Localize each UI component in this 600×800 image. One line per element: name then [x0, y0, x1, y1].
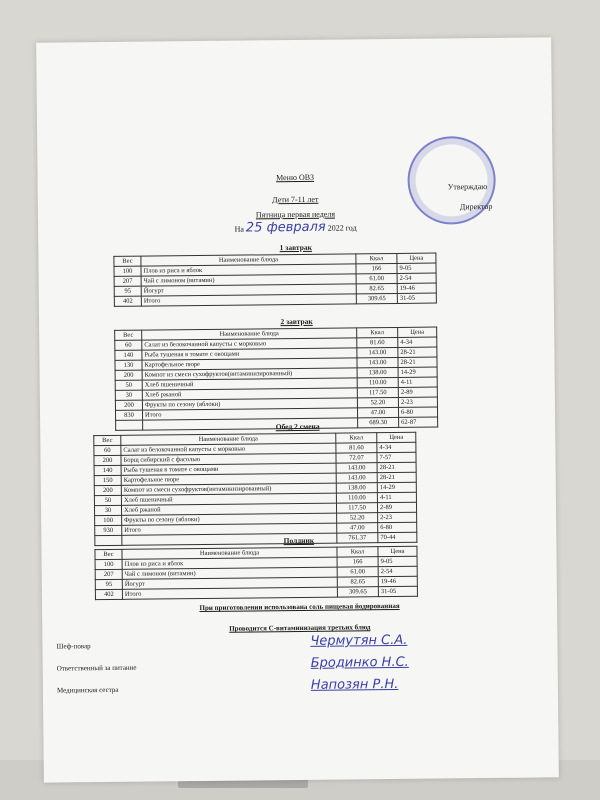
approved-label: Утверждаю [447, 182, 488, 192]
cell-kcal: 110.00 [336, 493, 377, 503]
cell-kcal: 81.60 [357, 337, 398, 347]
signature-handwritten: Чермутян С.А. [310, 632, 408, 649]
cell-name: Компот из смеси сухофруктов(витаминизированный) [121, 483, 336, 495]
cell-kcal: 61.00 [356, 273, 397, 283]
cell-price: 28-21 [377, 462, 416, 472]
vitamin-note: Проводится С-витаминизация третьих блюд [229, 623, 371, 633]
col-kcal: Ккал [336, 433, 377, 443]
col-weight: Вес [114, 256, 141, 266]
cell-name: Чай с лимоном (витамин) [122, 567, 337, 579]
cell-price: 2-89 [398, 387, 437, 397]
cell-weight: 30 [115, 390, 142, 400]
cell-name: Фрукты по сезону (яблоки) [142, 398, 357, 410]
col-name: Наименование блюда [122, 547, 337, 559]
age-group: Дети 7-11 лет [272, 194, 319, 205]
col-name: Наименование блюда [141, 254, 356, 266]
cell-price: 4-11 [398, 377, 437, 387]
total-label: Итого [122, 587, 337, 599]
total-weight: 402 [95, 589, 122, 599]
cell-weight: 100 [95, 515, 122, 525]
cell-kcal: 82.65 [337, 577, 378, 587]
cell-kcal: 52.20 [337, 513, 378, 523]
cell-kcal: 117.50 [357, 387, 398, 397]
cell-weight: 207 [114, 276, 141, 286]
total-label: Итого [142, 408, 357, 420]
cell-name: Компот из смеси сухофруктов(витаминизированный) [142, 368, 357, 380]
cell-kcal: 82.65 [356, 283, 397, 293]
cell-price: 9-05 [378, 556, 417, 566]
total-label: Итого [141, 294, 356, 306]
cell-name: Рыба тушеная в томате с овощами [121, 463, 336, 475]
cell-name: Хлеб ржаной [121, 503, 336, 515]
col-weight: Вес [94, 435, 121, 445]
cell-price: 4-11 [377, 492, 416, 502]
breakfast2-title: 2 завтрак [280, 316, 313, 327]
cell-weight: 140 [94, 465, 121, 475]
cell-weight: 100 [114, 266, 141, 276]
cell-name: Фрукты по сезону (яблоки) [122, 513, 337, 525]
total-label: Итого [122, 523, 337, 535]
cell-weight: 50 [115, 380, 142, 390]
signature-role: Ответственный за питание [56, 663, 137, 673]
cell-kcal: 81.60 [336, 443, 377, 453]
total-weight: 930 [95, 525, 122, 535]
cell-price: 19-46 [397, 283, 436, 293]
grand-total-price: 62-87 [399, 417, 438, 427]
cell-weight: 95 [114, 286, 141, 296]
col-kcal: Ккал [337, 547, 378, 557]
snack-title: Полдник [283, 535, 315, 546]
cell-price: 2-23 [398, 397, 437, 407]
total-kcal: 309.65 [356, 293, 397, 303]
cell-name: Картофельное пюре [142, 358, 357, 370]
total-price: 6-80 [378, 522, 417, 532]
cell-weight: 207 [95, 569, 122, 579]
col-weight: Вес [115, 330, 142, 340]
cell-name: Хлеб ржаной [142, 388, 357, 400]
cell-price: 28-21 [398, 357, 437, 367]
salt-note: При приготовлении использована соль пищевая йодированная [199, 601, 400, 613]
cell-price: 14-29 [377, 482, 416, 492]
week-day: Пятница первая неделя [255, 209, 336, 220]
breakfast1-table [113, 253, 437, 307]
breakfast2-table [114, 327, 438, 431]
date-handwritten: 25 февраля [245, 219, 326, 236]
cell-kcal: 143.00 [357, 357, 398, 367]
cell-kcal: 166 [356, 263, 397, 273]
cell-weight: 140 [115, 350, 142, 360]
cell-weight: 95 [95, 579, 122, 589]
col-price: Цена [398, 327, 437, 337]
cell-price: 9-05 [397, 263, 436, 273]
col-name: Наименование блюда [121, 433, 336, 445]
date-suffix: 2022 год [327, 223, 357, 233]
col-price: Цена [377, 432, 416, 442]
lunch-table [93, 432, 417, 546]
signature-handwritten: Бродинко Н.С. [310, 654, 409, 671]
cell-kcal: 143.00 [336, 473, 377, 483]
cell-kcal: 61.00 [337, 567, 378, 577]
cell-weight: 200 [115, 370, 142, 380]
breakfast1-title: 1 завтрак [279, 242, 312, 253]
grand-total-price: 70-44 [378, 532, 417, 542]
cell-kcal: 143.00 [336, 463, 377, 473]
cell-weight: 150 [94, 475, 121, 485]
total-weight: 830 [115, 410, 142, 420]
col-name: Наименование блюда [142, 328, 357, 340]
signature-role: Шеф-повар [56, 642, 91, 651]
total-weight: 402 [114, 296, 141, 306]
cell-price: 2-89 [377, 502, 416, 512]
total-kcal: 47.00 [337, 523, 378, 533]
cell-weight: 30 [94, 505, 121, 515]
cell-name: Хлеб пшеничный [142, 378, 357, 390]
grand-total-kcal: 689.30 [358, 417, 399, 427]
cell-weight: 200 [94, 485, 121, 495]
cell-price: 19-46 [378, 576, 417, 586]
cell-name: Плов из риса и яблок [122, 557, 337, 569]
signature-handwritten: Напозян Р.Н. [310, 676, 399, 693]
cell-weight: 100 [95, 559, 122, 569]
cell-price: 4-34 [398, 337, 437, 347]
cell-weight: 60 [94, 445, 121, 455]
cell-kcal: 138.00 [336, 483, 377, 493]
cell-weight: 130 [115, 360, 142, 370]
cell-price: 4-34 [377, 442, 416, 452]
cell-kcal: 166 [337, 557, 378, 567]
cell-kcal: 143.00 [357, 347, 398, 357]
cell-name: Рыба тушеная в томате с овощами [142, 348, 357, 360]
cell-kcal: 52.20 [357, 397, 398, 407]
cell-price: 28-21 [398, 347, 437, 357]
menu-document [36, 37, 559, 782]
cell-price: 7-57 [377, 452, 416, 462]
cell-name: Салат из белокочанной капусты с морковью [142, 338, 357, 350]
menu-title: Меню ОВЗ [276, 172, 315, 183]
cell-kcal: 110.00 [357, 377, 398, 387]
cell-name: Картофельное пюре [121, 473, 336, 485]
cell-weight: 200 [115, 400, 142, 410]
col-kcal: Ккал [357, 327, 398, 337]
cell-name: Чай с лимоном (витамин) [141, 274, 356, 286]
col-price: Цена [397, 253, 436, 263]
total-kcal: 309.65 [337, 587, 378, 597]
cell-kcal: 138.00 [357, 367, 398, 377]
total-price: 31-05 [378, 586, 417, 596]
date-prefix: На [234, 224, 244, 234]
cell-weight: 200 [94, 455, 121, 465]
grand-total-kcal: 761.37 [337, 533, 378, 543]
cell-weight: 60 [115, 340, 142, 350]
cell-name: Йогурт [122, 577, 337, 589]
director-label: Директор [459, 201, 493, 212]
total-kcal: 47.00 [357, 407, 398, 417]
cell-weight: 50 [94, 495, 121, 505]
col-weight: Вес [95, 549, 122, 559]
cell-name: Борщ сибирский с фасолью [121, 453, 336, 465]
snack-table [94, 546, 418, 600]
cell-price: 2-54 [378, 566, 417, 576]
cell-price: 2-23 [378, 512, 417, 522]
signature-role: Медицинская сестра [56, 685, 119, 695]
total-price: 31-05 [397, 293, 436, 303]
cell-name: Плов из риса и яблок [141, 264, 356, 276]
cell-kcal: 72.07 [336, 453, 377, 463]
cell-price: 28-21 [377, 472, 416, 482]
cell-name: Хлеб пшеничный [121, 493, 336, 505]
col-kcal: Ккал [356, 253, 397, 263]
lunch-title: Обед 2 смена [275, 421, 320, 432]
col-price: Цена [378, 546, 417, 556]
cell-price: 2-54 [397, 273, 436, 283]
total-price: 6-80 [398, 407, 437, 417]
cell-name: Салат из белокочанной капусты с морковью [121, 443, 336, 455]
cell-price: 14-29 [398, 367, 437, 377]
cell-name: Йогурт [141, 284, 356, 296]
cell-kcal: 117.50 [336, 503, 377, 513]
